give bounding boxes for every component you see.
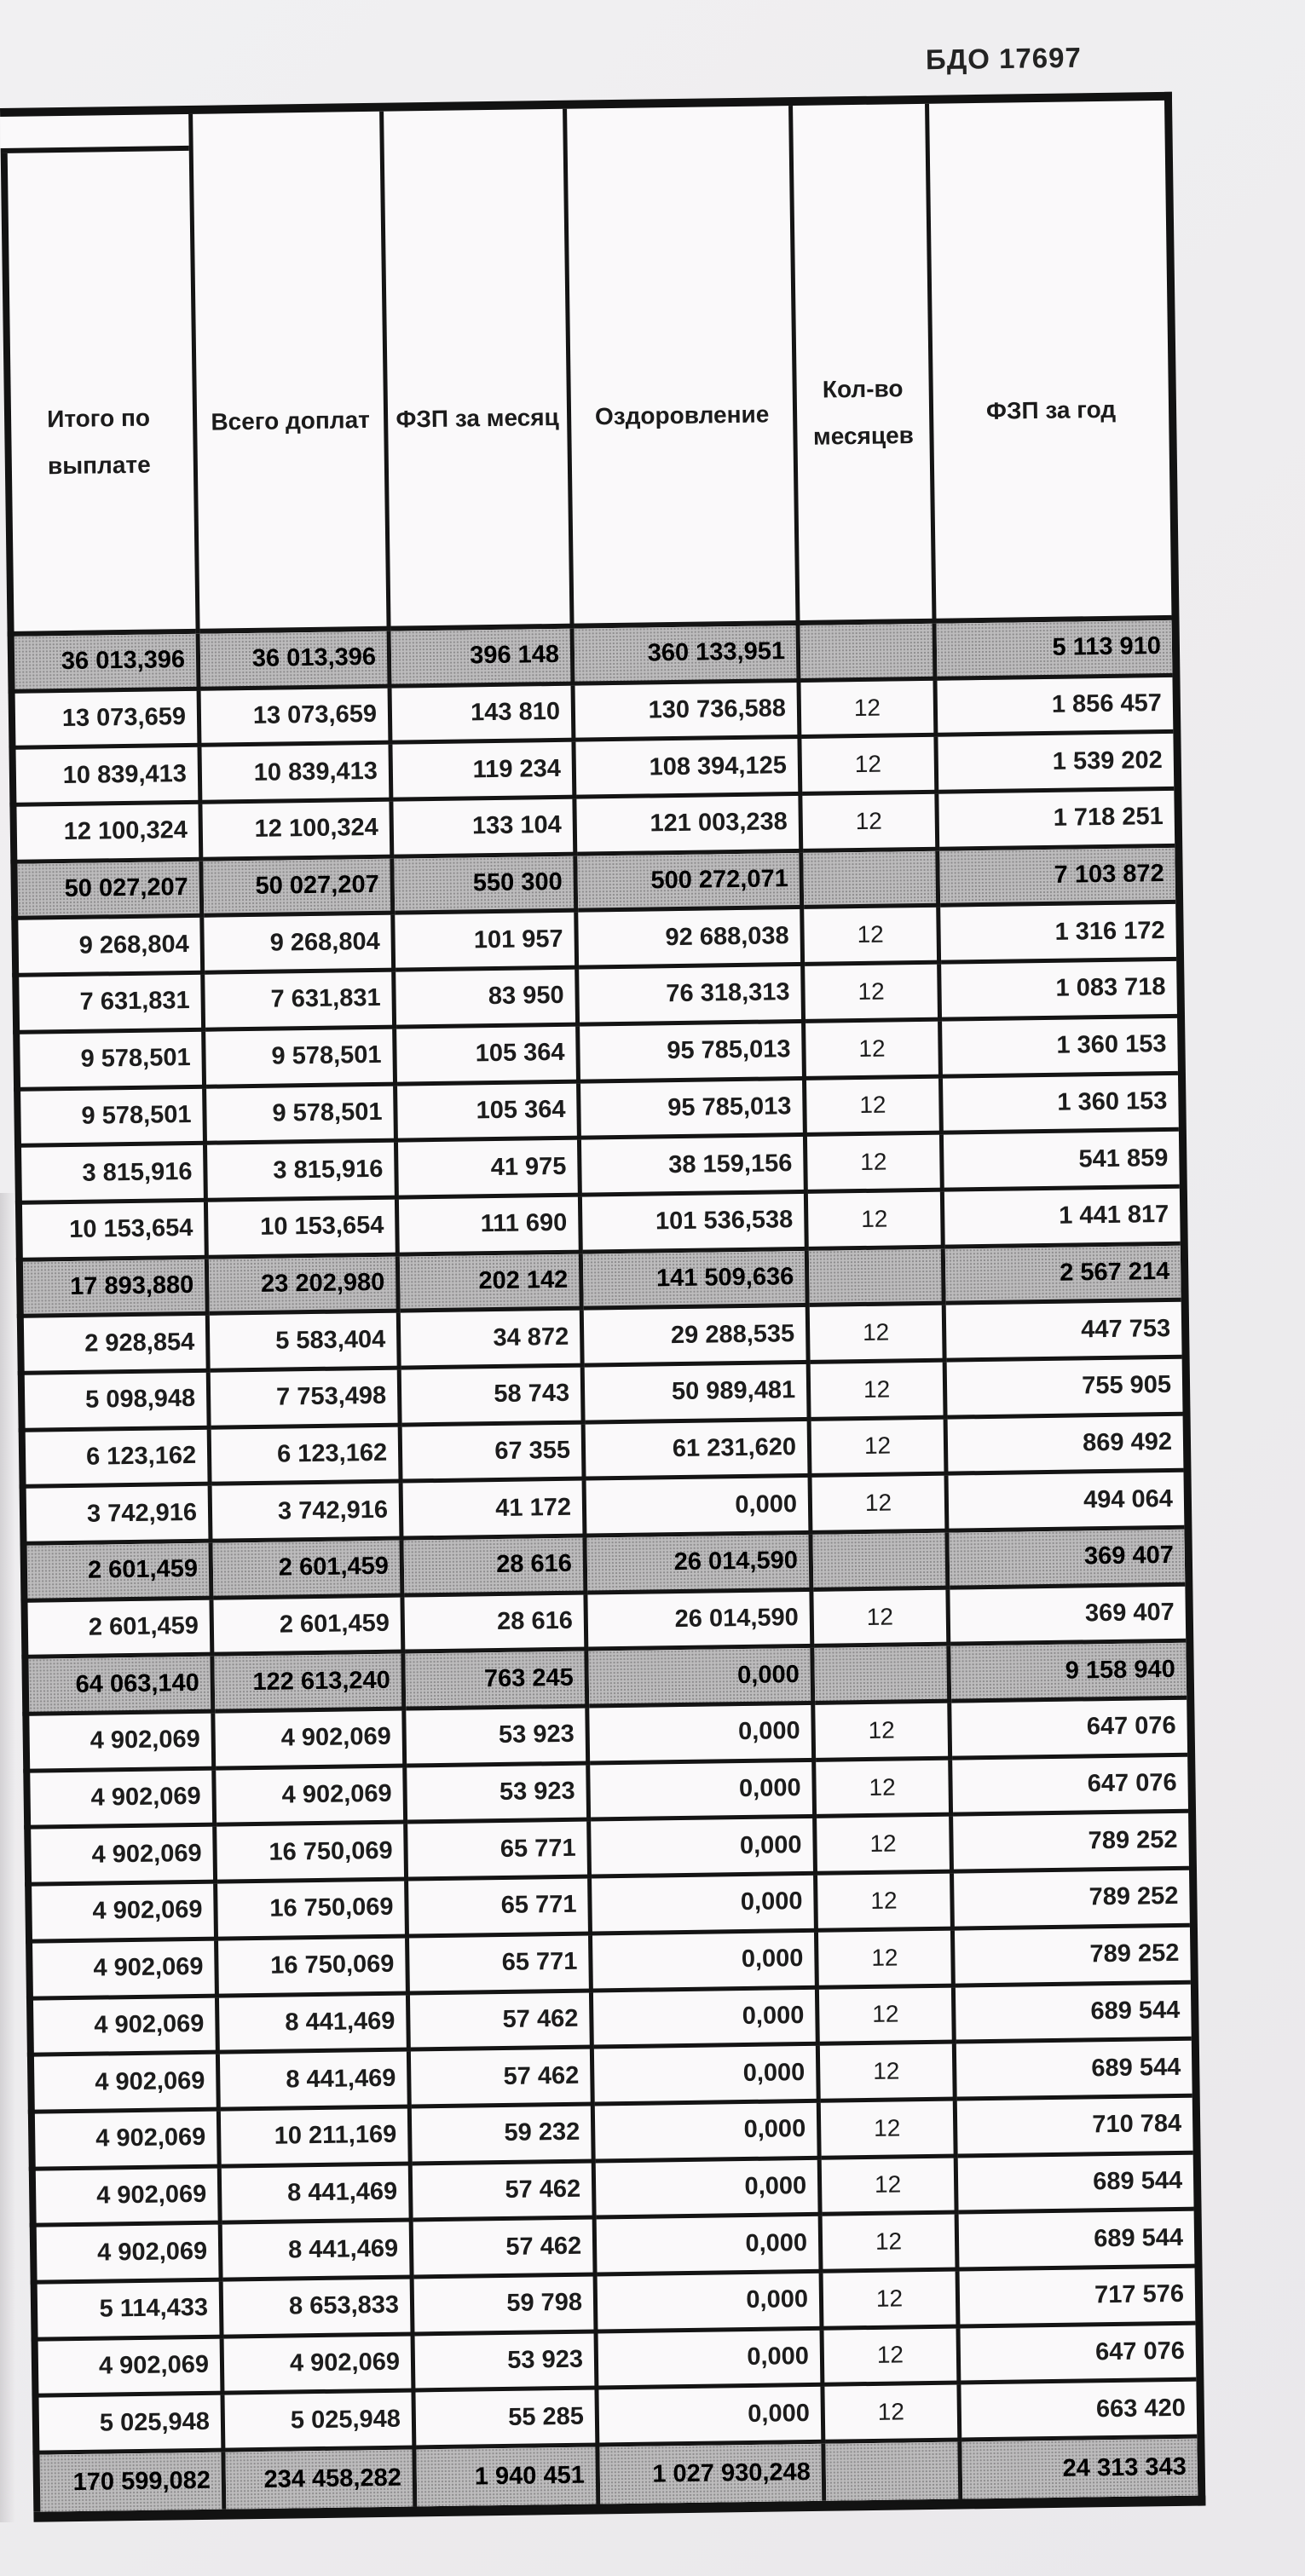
table-cell: 12 — [806, 1021, 943, 1080]
table-cell: 2 567 214 — [945, 1245, 1181, 1305]
table-cell: 2 928,854 — [17, 1316, 211, 1375]
table-cell: 119 234 — [392, 742, 576, 802]
table-cell: 12 — [817, 1874, 955, 1933]
table-cell: 550 300 — [394, 856, 578, 915]
table-cell: 24 313 343 — [961, 2439, 1198, 2499]
table-cell: 12 — [800, 680, 938, 739]
table-cell: 4 902,069 — [25, 1884, 218, 1944]
table-cell: 10 153,654 — [208, 1199, 400, 1259]
table-cell: 4 902,069 — [30, 2225, 223, 2285]
table-cell: 0,000 — [594, 2046, 821, 2106]
table-cell: 7 753,498 — [211, 1370, 402, 1430]
table-cell: 122 613,240 — [214, 1654, 406, 1714]
table-cell: 65 771 — [408, 1879, 592, 1939]
table-cell: 28 616 — [404, 1594, 588, 1654]
table-cell: 360 133,951 — [575, 625, 801, 685]
table-cell: 12 — [823, 2328, 961, 2387]
table-cell: 0,000 — [598, 2387, 825, 2446]
table-cell: 12 — [813, 1589, 950, 1648]
table-cell: 1 539 202 — [938, 734, 1174, 794]
table-cell: 58 743 — [401, 1368, 586, 1427]
table-cell: 17 893,880 — [16, 1259, 210, 1318]
table-cell: 12 — [821, 2101, 958, 2159]
table-cell: 0,000 — [597, 2216, 823, 2276]
table-cell: 4 902,069 — [26, 1940, 219, 2000]
table-cell: 6 123,162 — [19, 1429, 212, 1489]
table-cell: 0,000 — [586, 1478, 813, 1537]
table-cell: 647 076 — [952, 1756, 1188, 1817]
table-cell: 0,000 — [592, 1933, 819, 1992]
table-cell: 13 073,659 — [9, 690, 202, 750]
column-header-fzp-za-god: ФЗП за год — [929, 101, 1171, 624]
table-cell: 3 815,916 — [14, 1145, 208, 1205]
table-cell: 12 — [824, 2385, 961, 2444]
table-cell: 6 123,162 — [211, 1426, 403, 1486]
table-cell: 0,000 — [598, 2330, 825, 2389]
table-cell: 55 285 — [415, 2390, 599, 2450]
column-header-fzp-za-mesyac: ФЗП за месяц — [384, 109, 574, 631]
table-cell: 7 103 872 — [939, 848, 1175, 908]
table-cell: 36 013,396 — [200, 631, 392, 691]
table-cell: 12 — [806, 1078, 944, 1137]
table-cell: 2 601,459 — [213, 1541, 405, 1600]
table-cell: 41 172 — [403, 1481, 587, 1541]
table-cell: 12 — [802, 794, 939, 853]
table-cell: 12 100,324 — [202, 802, 394, 862]
table-cell: 9 268,804 — [11, 918, 205, 977]
table-cell: 689 544 — [956, 1984, 1192, 2044]
table-cell: 9 268,804 — [204, 915, 396, 975]
table-cell: 57 462 — [410, 1992, 594, 2052]
table-cell: 1 360 153 — [942, 1018, 1178, 1079]
table-cell: 1 940 451 — [416, 2446, 600, 2506]
table-cell: 38 159,156 — [581, 1137, 808, 1196]
table-cell: 8 441,469 — [222, 2165, 413, 2225]
table-cell: 8 441,469 — [222, 2222, 414, 2282]
payroll-table — [0, 92, 1205, 2522]
table-cell: 4 902,069 — [24, 1827, 217, 1887]
paper-edge-shadow — [0, 1193, 15, 2522]
table-cell: 13 073,659 — [201, 688, 393, 747]
table-cell: 12 — [804, 908, 941, 966]
table-cell: 95 785,013 — [580, 1080, 807, 1139]
table-cell: 0,000 — [588, 1648, 815, 1708]
table-cell: 57 462 — [411, 2049, 595, 2109]
table-header-row — [0, 101, 1171, 637]
table-cell: 4 902,069 — [29, 2168, 222, 2227]
table-cell: 12 — [807, 1135, 944, 1194]
table-cell: 0,000 — [590, 1762, 817, 1822]
table-cell: 689 544 — [958, 2154, 1194, 2215]
table-cell: 0,000 — [595, 2103, 822, 2163]
table-cell: 541 859 — [944, 1132, 1180, 1192]
table-cell: 26 014,590 — [586, 1535, 813, 1594]
table-cell: 65 771 — [407, 1822, 592, 1882]
table-cell: 689 544 — [956, 2041, 1192, 2101]
table-cell: 1 360 153 — [943, 1075, 1179, 1135]
table-cell: 10 839,413 — [9, 747, 203, 807]
table-cell: 50 027,207 — [203, 858, 395, 918]
table-cell: 4 902,069 — [216, 1767, 407, 1827]
table-cell: 0,000 — [596, 2159, 823, 2219]
table-cell: 1 441 817 — [944, 1189, 1181, 1249]
table-cell: 202 142 — [400, 1253, 584, 1313]
column-header-ozdorovlenie: Оздоровление — [567, 106, 800, 629]
table-cell: 41 975 — [398, 1140, 582, 1200]
table-cell: 12 100,324 — [9, 804, 203, 864]
table-cell — [803, 850, 940, 909]
table-cell: 26 014,590 — [587, 1592, 814, 1651]
table-cell: 95 785,013 — [580, 1023, 806, 1083]
table-cell: 28 616 — [404, 1538, 588, 1598]
table-cell: 7 631,831 — [205, 972, 396, 1032]
table-cell: 16 750,069 — [217, 1824, 408, 1884]
table-cell: 0,000 — [598, 2273, 824, 2333]
table-cell: 16 750,069 — [217, 1882, 409, 1941]
table-cell: 83 950 — [396, 970, 580, 1029]
table-cell: 4 902,069 — [27, 2054, 221, 2114]
table-cell: 10 211,169 — [221, 2108, 413, 2168]
table-cell: 170 599,082 — [32, 2452, 226, 2512]
table-cell: 717 576 — [960, 2268, 1196, 2329]
table-cell: 0,000 — [591, 1818, 817, 1878]
table-cell: 3 742,916 — [212, 1484, 404, 1543]
table-cell: 4 902,069 — [32, 2338, 225, 2398]
table-cell: 101 957 — [395, 913, 579, 972]
table-cell: 57 462 — [413, 2220, 598, 2279]
table-cell: 36 013,396 — [8, 634, 201, 694]
table-cell: 9 578,501 — [205, 1029, 397, 1088]
table-cell: 755 905 — [947, 1359, 1183, 1420]
table-cell: 65 771 — [409, 1935, 593, 1995]
table-cell: 0,000 — [593, 1989, 820, 2049]
table-cell: 12 — [801, 737, 938, 796]
table-cell: 789 252 — [954, 1870, 1190, 1931]
table-cell: 10 153,654 — [15, 1202, 209, 1262]
table-cell: 7 631,831 — [12, 975, 205, 1034]
table-cell: 10 839,413 — [201, 745, 393, 804]
table-cell: 12 — [818, 1930, 956, 1989]
table-cell: 111 690 — [399, 1196, 583, 1256]
table-cell: 12 — [811, 1363, 948, 1421]
table-cell: 9 578,501 — [14, 1088, 207, 1148]
table-cell — [800, 624, 938, 683]
table-cell: 143 810 — [392, 685, 576, 745]
table-cell: 53 923 — [415, 2333, 599, 2393]
table-cell: 763 245 — [405, 1651, 589, 1711]
document-code-label: БДО 17697 — [925, 41, 1083, 76]
table-cell: 5 583,404 — [210, 1313, 401, 1373]
column-header-vsego-doplat: Всего доплат — [193, 112, 390, 634]
table-cell: 2 601,459 — [213, 1597, 405, 1657]
table-body — [8, 620, 1198, 2512]
table-cell: 12 — [817, 1817, 954, 1876]
table-cell: 29 288,535 — [584, 1307, 811, 1367]
table-cell: 4 902,069 — [215, 1711, 407, 1771]
table-cell: 0,000 — [592, 1876, 818, 1935]
table-cell: 16 750,069 — [218, 1938, 410, 1997]
table-cell: 61 231,620 — [586, 1421, 812, 1480]
table-cell: 12 — [811, 1419, 949, 1478]
table-cell: 50 027,207 — [10, 862, 204, 921]
table-cell: 4 902,069 — [26, 1997, 220, 2057]
table-cell — [825, 2442, 962, 2501]
table-cell: 12 — [823, 2271, 961, 2330]
table-cell: 8 441,469 — [219, 1995, 411, 2054]
table-cell: 23 202,980 — [209, 1256, 401, 1316]
table-cell: 12 — [816, 1760, 953, 1818]
table-cell: 4 902,069 — [23, 1770, 217, 1830]
table-cell: 396 148 — [391, 629, 575, 689]
table-cell: 1 718 251 — [938, 791, 1175, 851]
table-cell: 647 076 — [951, 1700, 1187, 1761]
table-cell: 12 — [822, 2158, 959, 2216]
table-cell: 12 — [805, 965, 942, 1023]
table-cell: 4 902,069 — [224, 2336, 416, 2395]
table-cell: 12 — [820, 2044, 957, 2103]
table-cell: 59 232 — [412, 2106, 596, 2165]
table-cell: 59 798 — [414, 2276, 598, 2336]
table-cell: 663 420 — [961, 2382, 1197, 2442]
table-cell: 8 441,469 — [220, 2052, 412, 2112]
table-cell: 869 492 — [948, 1415, 1184, 1476]
table-cell: 105 364 — [397, 1083, 581, 1143]
table-cell: 4 902,069 — [22, 1714, 216, 1773]
table-cell: 105 364 — [396, 1026, 580, 1086]
table-cell: 12 — [808, 1192, 945, 1251]
table-cell: 1 316 172 — [940, 904, 1176, 965]
table-cell: 53 923 — [406, 1709, 590, 1768]
table-cell: 234 458,282 — [225, 2449, 417, 2509]
table-cell: 12 — [819, 1987, 956, 2046]
table-cell: 101 536,538 — [582, 1194, 809, 1253]
table-cell: 369 407 — [949, 1530, 1185, 1590]
table-cell: 5 025,948 — [32, 2395, 226, 2455]
table-cell: 9 578,501 — [13, 1032, 206, 1092]
table-cell: 64 063,140 — [21, 1657, 215, 1716]
table-cell: 500 272,071 — [577, 853, 804, 913]
table-cell: 447 753 — [946, 1302, 1182, 1363]
table-cell: 1 027 930,248 — [599, 2444, 826, 2504]
table-cell: 130 736,588 — [575, 683, 802, 742]
table-cell: 92 688,038 — [578, 909, 805, 969]
table-cell: 1 083 718 — [941, 961, 1177, 1022]
table-cell: 1 856 457 — [937, 677, 1173, 738]
table-cell: 53 923 — [407, 1765, 591, 1824]
table-cell: 5 114,433 — [31, 2282, 224, 2342]
table-cell: 67 355 — [402, 1424, 586, 1484]
table-cell: 2 601,459 — [20, 1599, 214, 1659]
table-cell: 494 064 — [949, 1472, 1185, 1533]
table-cell: 50 989,481 — [585, 1364, 811, 1424]
table-cell: 9 158 940 — [950, 1643, 1187, 1703]
table-cell: 121 003,238 — [576, 796, 803, 856]
table-cell: 9 578,501 — [206, 1086, 398, 1145]
table-cell: 76 318,313 — [579, 966, 806, 1026]
table-cell: 108 394,125 — [575, 739, 802, 798]
table-cell: 34 872 — [401, 1311, 585, 1370]
table-cell: 8 653,833 — [223, 2279, 415, 2338]
table-cell: 3 815,916 — [207, 1143, 399, 1202]
table-cell: 12 — [823, 2215, 960, 2273]
table-cell: 5 113 910 — [937, 620, 1173, 681]
table-cell: 133 104 — [393, 799, 577, 859]
table-cell: 369 407 — [950, 1586, 1186, 1646]
column-header-itogo-po-vyplate: Итого по выплате — [1, 151, 196, 637]
table-cell: 3 742,916 — [20, 1486, 213, 1546]
header-top-strip-cell — [0, 114, 189, 153]
table-cell: 710 784 — [957, 2098, 1193, 2158]
table-cell: 4 902,069 — [28, 2111, 222, 2170]
table-cell: 12 — [810, 1305, 947, 1364]
table-cell: 12 — [815, 1703, 952, 1762]
table-cell: 2 601,459 — [20, 1543, 214, 1603]
table-cell: 647 076 — [960, 2325, 1196, 2385]
table-cell: 57 462 — [413, 2163, 597, 2222]
column-header-itogo-po-vyplate-cell — [0, 114, 199, 637]
table-cell: 0,000 — [589, 1705, 816, 1765]
table-cell: 12 — [812, 1476, 950, 1535]
table-cell — [809, 1248, 946, 1307]
column-header-kolvo-mesyacev: Кол-во месяцев — [793, 104, 937, 625]
table-cell — [814, 1646, 951, 1705]
table-cell: 5 098,948 — [18, 1373, 211, 1432]
table-cell: 5 025,948 — [224, 2393, 416, 2452]
table-cell: 689 544 — [959, 2211, 1195, 2272]
table-cell — [812, 1533, 950, 1592]
table-cell: 789 252 — [953, 1813, 1189, 1874]
table-cell: 789 252 — [955, 1928, 1191, 1988]
table-cell: 141 509,636 — [583, 1250, 810, 1310]
